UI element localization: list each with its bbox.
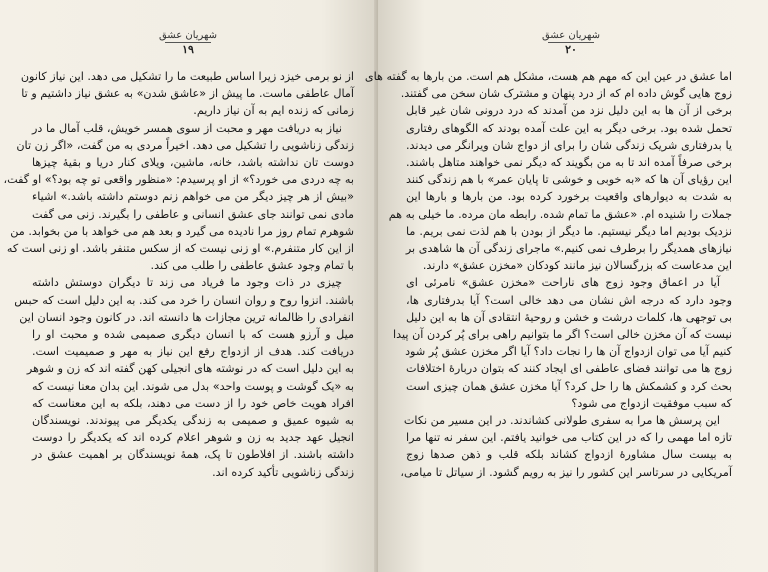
text-line: این پرسش ها مرا به سفری طولانی کشاندند. در این مسیر من نکات bbox=[403, 414, 720, 428]
text-line: جملات را شنیده ام. «عشق ما تمام شده. رابطه مان مرده. ما خیلی به هم bbox=[388, 207, 732, 221]
left-page-header bbox=[128, 30, 248, 56]
right-page bbox=[364, 0, 768, 572]
left-page-body bbox=[3, 68, 354, 481]
text-line: افراد هویت خاص خود را از دست می دهند، بلکه به این معناست که bbox=[32, 396, 354, 410]
text-line: تحمل شده بود. برخی دیگر به این علت آمده بودند که الگوهای رفتاری bbox=[406, 121, 732, 135]
text-line: بی توجهی ها، کلمات درشت و خشن و روحیهٔ انتقادی آن ها به این دلیل bbox=[405, 310, 732, 324]
text-line: انجیل عهد جدید به زن و شوهر اعلام کرده اند که یکدیگر را دوست bbox=[32, 431, 354, 445]
right-running-head: شهریان عشق bbox=[541, 30, 601, 41]
text-line: زوج هایی گوش داده ام که از درد پنهان و مشترک شان سخن می گفتند. bbox=[400, 87, 732, 101]
text-line: از نو برمی خیزد زیرا اساس طبیعت ما را تشکیل می دهد. این نیاز کانون bbox=[20, 70, 354, 83]
text-line: «بیش از هر چیز دیگر من می خواهم زنم دوستم داشته باشد.» اشیاء bbox=[32, 190, 354, 204]
text-line: آمریکایی در سرتاسر این کشور را نیز به رویم گشود. از سیاتل تا میامی، bbox=[400, 465, 732, 479]
text-line: این مدعاست که بزرگسالان نیز مانند کودکان «مخزن عشق» دارند. bbox=[422, 259, 732, 273]
left-running-head: شهریان عشق bbox=[158, 30, 218, 41]
text-line: زندگی زناشویی تأکید کرده اند. bbox=[212, 465, 354, 479]
text-line: باشند. انزوا روح و روان انسان را خرد می کند. به این دلیل است که حبس bbox=[14, 293, 354, 307]
text-line: دریافت کند. هدف از ازدواج رفع این نیاز به مهر و صمیمیت است. bbox=[32, 345, 354, 359]
text-line: نیست که آن مخزن خالی است؟ اگر ما بتوانیم راهی برای پُر کردن آن پیدا bbox=[393, 328, 732, 342]
text-line: که سبب موفقیت ازدواج می شود؟ bbox=[571, 396, 732, 410]
text-line: بحث کرد و کشمکش ها را حل کرد؟ آیا مخزن عشق همان چیزی است bbox=[406, 379, 732, 393]
text-line: زندگی زناشویی را تشکیل می دهد. اخیراً مردی به من گفت، «اگر زن تان bbox=[16, 138, 354, 152]
text-line: به شدت به دیوارهای واقعیت برخورد کرده بود. من بارها و بارها این bbox=[406, 190, 732, 204]
right-page-header bbox=[511, 30, 631, 56]
text-line: به چه دردی می خورد؟» از او پرسیدم: «منظور واقعی تو چه بود؟» او گفت، bbox=[3, 173, 354, 187]
text-line: آمال عاطفی ماست. ما پیش از «عاشق شدن» به عشق نیاز داشتیم و تا bbox=[21, 87, 354, 101]
text-line: میل و آرزو هست که با انسان دیگری صمیمی شده و محبت او را bbox=[32, 328, 354, 342]
text-line: این رؤیای آن ها که «به خوبی و خوشی تا پایان عمر» با هم زندگی کنند bbox=[406, 173, 732, 187]
text-line: انفرادی را ظالمانه ترین مجازات ها دانسته اند. در کانون وجود انسان این bbox=[19, 310, 354, 324]
text-line: دوست تان نداشته باشد، خانه، ماشین، ویلای کنار دریا و بقیهٔ چیزها bbox=[32, 156, 354, 170]
text-line: به شیوه عمیق و صمیمی به زندگی یکدیگر می پیوندند. نویسندگان bbox=[32, 414, 354, 428]
text-line: تازه اما مهمی را که در این کتاب می خوانید یافتم. این سفر نه تنها مرا bbox=[406, 431, 732, 445]
text-line: برخی از آن ها به این دلیل نزد من آمدند که درد درونی شان غیر قابل bbox=[406, 104, 732, 118]
text-line: مادی نمی توانند جای عشق انسانی و عاطفی را بگیرند. زنی می گفت bbox=[32, 207, 354, 221]
text-line: یا بدرفتاری شریک زندگی شان را برای از دواج شان ویرانگر می دیدند. bbox=[406, 138, 732, 152]
text-line: چیزی در ذات وجود ما فریاد می زند تا دیگران دوستش داشته bbox=[32, 276, 342, 290]
text-line: زمانی که زنده ایم به آن نیاز داریم. bbox=[193, 104, 354, 118]
right-page-body bbox=[364, 68, 732, 481]
text-line: داشته باشند. از افلاطون تا پک، همهٔ نویسندگان بر اهمیت عشق در bbox=[32, 448, 354, 462]
text-line: کنیم آیا می توان ازدواج آن ها را نجات داد؟ آیا اگر مخزن عشق پُر شود bbox=[405, 345, 732, 359]
right-page-number: ۲۰ bbox=[565, 43, 577, 56]
text-line: نیاز به دریافت مهر و محبت از سوی همسر خویش، قلب آمال ما در bbox=[32, 121, 342, 135]
text-line: به بیست سال مشاورهٔ ازدواج کشاند بلکه قلب و ذهن صدها زوج bbox=[406, 448, 732, 462]
text-line: آیا در اعماق وجود زوج های ناراحت «مخزن عشق» نامرئی ای bbox=[406, 276, 720, 290]
text-line: زوج ها می توانند فضای عاطفی ای ایجاد کنند که بتوان دربارهٔ اختلافات bbox=[406, 362, 732, 376]
text-line: وجود دارد که درجه اش نشان می دهد خالی است؟ آیا بدرفتاری ها، bbox=[406, 293, 732, 307]
text-line: با تمام وجود عشق عاطفی را طلب می کند. bbox=[150, 259, 354, 273]
text-line: به این دلیل است که در نوشته های انجیلی کهن گفته اند که زن و شوهر bbox=[26, 362, 354, 376]
text-line: به «یک گوشت و پوست واحد» بدل می شوند. این بدان معنا نیست که bbox=[32, 379, 354, 393]
text-line: برخی صرفاً آمده اند تا به من بگویند که دیگر نمی خواهند متاهل باشند. bbox=[406, 156, 732, 170]
left-page-number: ۱۹ bbox=[182, 43, 194, 56]
text-line: شوهرم تمام روز مرا نادیده می گیرد و بعد هم می خواهد با من بخوابد. من bbox=[10, 224, 354, 238]
text-line: اما عشق در عین این که مهم هم هست، مشکل هم است. من بارها به گفته های bbox=[364, 70, 732, 83]
left-page bbox=[0, 0, 378, 572]
text-line: از این کار متنفرم.» او زنی نیست که از سکس متنفر باشد. او زنی است که bbox=[6, 242, 354, 256]
text-line: نیازهای همدیگر را برطرف نمی کنیم.» ماجرای زندگی آن ها شاهدی بر bbox=[405, 242, 732, 256]
text-line: نزدیک بودیم اما دیگر نیستیم. ما دیگر از بودن با هم لذت نمی بریم. ما bbox=[406, 224, 732, 238]
